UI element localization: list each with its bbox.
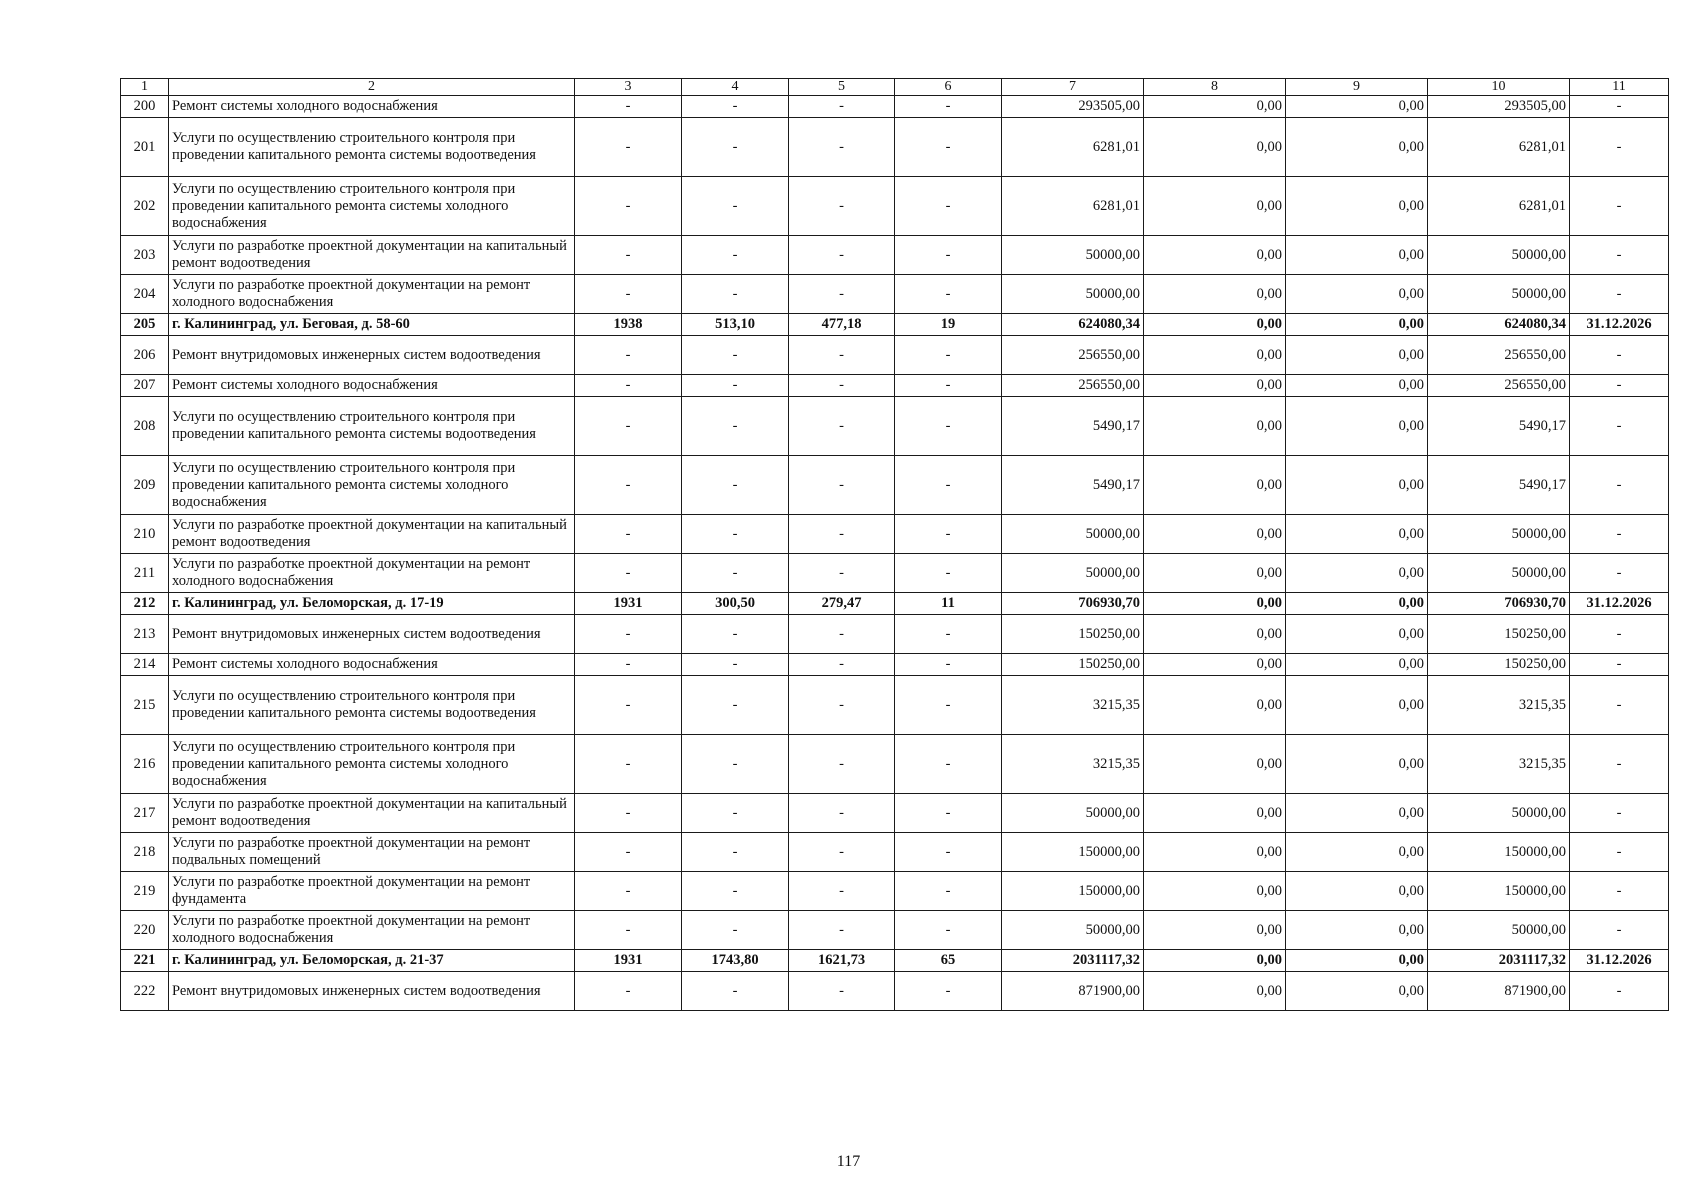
living-area-cell: 477,18	[789, 314, 895, 336]
column-header: 11	[1570, 79, 1669, 96]
total-area-cell: -	[682, 833, 789, 872]
budget-cost-cell: 0,00	[1286, 96, 1428, 118]
table-row	[121, 794, 1669, 833]
row-number-cell: 206	[121, 336, 169, 375]
row-number-cell: 215	[121, 676, 169, 735]
table-row	[121, 872, 1669, 911]
total-area-cell: -	[682, 397, 789, 456]
year-cell: -	[575, 96, 682, 118]
work-name-cell: Услуги по осуществлению строительного контроля при проведении капитального ремонта системы водоотведения	[169, 676, 575, 735]
table-row	[121, 972, 1669, 1011]
year-cell: -	[575, 615, 682, 654]
total-area-cell: -	[682, 911, 789, 950]
total-cost-cell: 256550,00	[1002, 375, 1144, 397]
deadline-cell: -	[1570, 554, 1669, 593]
residents-cell: -	[895, 794, 1002, 833]
row-number-cell: 220	[121, 911, 169, 950]
column-number-row	[121, 79, 1669, 96]
work-name-cell: Ремонт внутридомовых инженерных систем водоотведения	[169, 972, 575, 1011]
deadline-cell: -	[1570, 275, 1669, 314]
budget-cost-cell: 0,00	[1286, 911, 1428, 950]
fund-cost-cell: 0,00	[1144, 554, 1286, 593]
work-name-cell: Услуги по разработке проектной документации на ремонт холодного водоснабжения	[169, 275, 575, 314]
residents-cell: -	[895, 397, 1002, 456]
page-number: 117	[836, 1153, 861, 1170]
table-row	[121, 397, 1669, 456]
living-area-cell: -	[789, 118, 895, 177]
total-cost-cell: 50000,00	[1002, 911, 1144, 950]
total-cost-cell: 293505,00	[1002, 96, 1144, 118]
work-name-cell: Ремонт внутридомовых инженерных систем водоотведения	[169, 615, 575, 654]
table-row	[121, 654, 1669, 676]
deadline-cell: -	[1570, 872, 1669, 911]
column-header: 1	[121, 79, 169, 96]
row-number-cell: 210	[121, 515, 169, 554]
year-cell: -	[575, 118, 682, 177]
table-body	[121, 96, 1669, 1011]
year-cell: -	[575, 972, 682, 1011]
budget-cost-cell: 0,00	[1286, 236, 1428, 275]
work-name-cell: г. Калининград, ул. Беломорская, д. 21-37	[169, 950, 575, 972]
owner-cost-cell: 6281,01	[1428, 118, 1570, 177]
table-row	[121, 833, 1669, 872]
total-area-cell: -	[682, 676, 789, 735]
fund-cost-cell: 0,00	[1144, 972, 1286, 1011]
row-number-cell: 201	[121, 118, 169, 177]
deadline-cell: -	[1570, 735, 1669, 794]
table-row	[121, 554, 1669, 593]
column-header: 9	[1286, 79, 1428, 96]
fund-cost-cell: 0,00	[1144, 833, 1286, 872]
fund-cost-cell: 0,00	[1144, 118, 1286, 177]
fund-cost-cell: 0,00	[1144, 397, 1286, 456]
total-cost-cell: 3215,35	[1002, 735, 1144, 794]
total-cost-cell: 624080,34	[1002, 314, 1144, 336]
residents-cell: -	[895, 735, 1002, 794]
total-cost-cell: 50000,00	[1002, 236, 1144, 275]
deadline-cell: -	[1570, 676, 1669, 735]
work-name-cell: г. Калининград, ул. Беломорская, д. 17-19	[169, 593, 575, 615]
deadline-cell: -	[1570, 118, 1669, 177]
owner-cost-cell: 2031117,32	[1428, 950, 1570, 972]
total-cost-cell: 871900,00	[1002, 972, 1144, 1011]
owner-cost-cell: 624080,34	[1428, 314, 1570, 336]
column-header: 5	[789, 79, 895, 96]
column-header: 7	[1002, 79, 1144, 96]
total-area-cell: -	[682, 236, 789, 275]
living-area-cell: -	[789, 554, 895, 593]
budget-cost-cell: 0,00	[1286, 794, 1428, 833]
total-area-cell: -	[682, 872, 789, 911]
deadline-cell: 31.12.2026	[1570, 950, 1669, 972]
table-row	[121, 676, 1669, 735]
budget-cost-cell: 0,00	[1286, 397, 1428, 456]
deadline-cell: 31.12.2026	[1570, 314, 1669, 336]
living-area-cell: -	[789, 833, 895, 872]
row-number-cell: 217	[121, 794, 169, 833]
owner-cost-cell: 5490,17	[1428, 456, 1570, 515]
work-name-cell: Услуги по разработке проектной документации на капитальный ремонт водоотведения	[169, 515, 575, 554]
total-cost-cell: 2031117,32	[1002, 950, 1144, 972]
total-cost-cell: 50000,00	[1002, 554, 1144, 593]
residents-cell: -	[895, 375, 1002, 397]
owner-cost-cell: 50000,00	[1428, 236, 1570, 275]
work-name-cell: Услуги по осуществлению строительного контроля при проведении капитального ремонта системы водоотведения	[169, 118, 575, 177]
residents-cell: -	[895, 336, 1002, 375]
owner-cost-cell: 256550,00	[1428, 375, 1570, 397]
work-name-cell: Услуги по осуществлению строительного контроля при проведении капитального ремонта системы холодного водоснабжения	[169, 456, 575, 515]
residents-cell: -	[895, 872, 1002, 911]
total-cost-cell: 706930,70	[1002, 593, 1144, 615]
work-name-cell: Услуги по разработке проектной документации на ремонт холодного водоснабжения	[169, 911, 575, 950]
fund-cost-cell: 0,00	[1144, 456, 1286, 515]
budget-cost-cell: 0,00	[1286, 336, 1428, 375]
deadline-cell: -	[1570, 615, 1669, 654]
total-cost-cell: 5490,17	[1002, 456, 1144, 515]
total-area-cell: -	[682, 515, 789, 554]
budget-cost-cell: 0,00	[1286, 275, 1428, 314]
work-name-cell: Ремонт системы холодного водоснабжения	[169, 375, 575, 397]
total-area-cell: -	[682, 177, 789, 236]
living-area-cell: -	[789, 676, 895, 735]
residents-cell: -	[895, 615, 1002, 654]
column-header: 6	[895, 79, 1002, 96]
deadline-cell: -	[1570, 236, 1669, 275]
total-area-cell: 300,50	[682, 593, 789, 615]
table-row	[121, 456, 1669, 515]
fund-cost-cell: 0,00	[1144, 676, 1286, 735]
living-area-cell: -	[789, 615, 895, 654]
year-cell: -	[575, 554, 682, 593]
living-area-cell: -	[789, 515, 895, 554]
work-name-cell: Услуги по разработке проектной документации на капитальный ремонт водоотведения	[169, 236, 575, 275]
row-number-cell: 216	[121, 735, 169, 794]
year-cell: 1931	[575, 593, 682, 615]
year-cell: -	[575, 911, 682, 950]
work-name-cell: г. Калининград, ул. Беговая, д. 58-60	[169, 314, 575, 336]
living-area-cell: -	[789, 397, 895, 456]
deadline-cell: -	[1570, 833, 1669, 872]
year-cell: -	[575, 515, 682, 554]
row-number-cell: 205	[121, 314, 169, 336]
row-number-cell: 204	[121, 275, 169, 314]
owner-cost-cell: 150250,00	[1428, 615, 1570, 654]
deadline-cell: -	[1570, 794, 1669, 833]
deadline-cell: -	[1570, 972, 1669, 1011]
table-row	[121, 236, 1669, 275]
table-row	[121, 177, 1669, 236]
row-number-cell: 212	[121, 593, 169, 615]
total-area-cell: -	[682, 735, 789, 794]
total-cost-cell: 256550,00	[1002, 336, 1144, 375]
living-area-cell: -	[789, 456, 895, 515]
owner-cost-cell: 50000,00	[1428, 911, 1570, 950]
fund-cost-cell: 0,00	[1144, 177, 1286, 236]
row-number-cell: 211	[121, 554, 169, 593]
living-area-cell: -	[789, 96, 895, 118]
budget-cost-cell: 0,00	[1286, 735, 1428, 794]
year-cell: -	[575, 456, 682, 515]
residents-cell: -	[895, 654, 1002, 676]
column-header: 2	[169, 79, 575, 96]
fund-cost-cell: 0,00	[1144, 275, 1286, 314]
total-cost-cell: 3215,35	[1002, 676, 1144, 735]
year-cell: -	[575, 654, 682, 676]
budget-cost-cell: 0,00	[1286, 972, 1428, 1011]
owner-cost-cell: 293505,00	[1428, 96, 1570, 118]
owner-cost-cell: 256550,00	[1428, 336, 1570, 375]
column-header: 3	[575, 79, 682, 96]
fund-cost-cell: 0,00	[1144, 950, 1286, 972]
owner-cost-cell: 3215,35	[1428, 676, 1570, 735]
living-area-cell: -	[789, 972, 895, 1011]
work-name-cell: Ремонт внутридомовых инженерных систем водоотведения	[169, 336, 575, 375]
year-cell: -	[575, 336, 682, 375]
address-row	[121, 314, 1669, 336]
budget-cost-cell: 0,00	[1286, 593, 1428, 615]
living-area-cell: -	[789, 872, 895, 911]
year-cell: -	[575, 676, 682, 735]
column-header: 4	[682, 79, 789, 96]
residents-cell: 65	[895, 950, 1002, 972]
total-cost-cell: 6281,01	[1002, 118, 1144, 177]
row-number-cell: 207	[121, 375, 169, 397]
deadline-cell: -	[1570, 654, 1669, 676]
living-area-cell: -	[789, 654, 895, 676]
residents-cell: -	[895, 676, 1002, 735]
fund-cost-cell: 0,00	[1144, 375, 1286, 397]
fund-cost-cell: 0,00	[1144, 96, 1286, 118]
total-cost-cell: 50000,00	[1002, 275, 1144, 314]
residents-cell: -	[895, 833, 1002, 872]
year-cell: -	[575, 735, 682, 794]
owner-cost-cell: 3215,35	[1428, 735, 1570, 794]
total-area-cell: -	[682, 375, 789, 397]
living-area-cell: -	[789, 275, 895, 314]
owner-cost-cell: 871900,00	[1428, 972, 1570, 1011]
row-number-cell: 208	[121, 397, 169, 456]
year-cell: 1931	[575, 950, 682, 972]
row-number-cell: 202	[121, 177, 169, 236]
residents-cell: -	[895, 96, 1002, 118]
work-name-cell: Услуги по разработке проектной документации на ремонт подвальных помещений	[169, 833, 575, 872]
deadline-cell: -	[1570, 397, 1669, 456]
owner-cost-cell: 5490,17	[1428, 397, 1570, 456]
budget-cost-cell: 0,00	[1286, 554, 1428, 593]
row-number-cell: 213	[121, 615, 169, 654]
living-area-cell: -	[789, 794, 895, 833]
residents-cell: -	[895, 554, 1002, 593]
budget-cost-cell: 0,00	[1286, 515, 1428, 554]
fund-cost-cell: 0,00	[1144, 593, 1286, 615]
owner-cost-cell: 50000,00	[1428, 794, 1570, 833]
fund-cost-cell: 0,00	[1144, 515, 1286, 554]
total-cost-cell: 5490,17	[1002, 397, 1144, 456]
budget-cost-cell: 0,00	[1286, 872, 1428, 911]
living-area-cell: -	[789, 336, 895, 375]
residents-cell: -	[895, 275, 1002, 314]
fund-cost-cell: 0,00	[1144, 654, 1286, 676]
budget-cost-cell: 0,00	[1286, 314, 1428, 336]
table-row	[121, 118, 1669, 177]
year-cell: -	[575, 275, 682, 314]
total-area-cell: -	[682, 96, 789, 118]
table-row	[121, 735, 1669, 794]
budget-cost-cell: 0,00	[1286, 676, 1428, 735]
residents-cell: -	[895, 515, 1002, 554]
residents-cell: 11	[895, 593, 1002, 615]
fund-cost-cell: 0,00	[1144, 872, 1286, 911]
row-number-cell: 203	[121, 236, 169, 275]
year-cell: -	[575, 397, 682, 456]
total-cost-cell: 150000,00	[1002, 872, 1144, 911]
year-cell: -	[575, 236, 682, 275]
total-cost-cell: 150250,00	[1002, 654, 1144, 676]
living-area-cell: -	[789, 236, 895, 275]
table-row	[121, 375, 1669, 397]
residents-cell: -	[895, 456, 1002, 515]
year-cell: -	[575, 177, 682, 236]
table-row	[121, 275, 1669, 314]
deadline-cell: -	[1570, 96, 1669, 118]
owner-cost-cell: 50000,00	[1428, 554, 1570, 593]
fund-cost-cell: 0,00	[1144, 615, 1286, 654]
work-name-cell: Услуги по осуществлению строительного контроля при проведении капитального ремонта системы холодного водоснабжения	[169, 177, 575, 236]
deadline-cell: -	[1570, 336, 1669, 375]
budget-cost-cell: 0,00	[1286, 950, 1428, 972]
address-row	[121, 950, 1669, 972]
year-cell: -	[575, 833, 682, 872]
total-cost-cell: 6281,01	[1002, 177, 1144, 236]
fund-cost-cell: 0,00	[1144, 314, 1286, 336]
address-row	[121, 593, 1669, 615]
work-name-cell: Ремонт системы холодного водоснабжения	[169, 96, 575, 118]
deadline-cell: 31.12.2026	[1570, 593, 1669, 615]
budget-cost-cell: 0,00	[1286, 375, 1428, 397]
column-header: 10	[1428, 79, 1570, 96]
total-area-cell: -	[682, 654, 789, 676]
living-area-cell: 279,47	[789, 593, 895, 615]
living-area-cell: 1621,73	[789, 950, 895, 972]
work-name-cell: Услуги по разработке проектной документации на капитальный ремонт водоотведения	[169, 794, 575, 833]
total-area-cell: -	[682, 972, 789, 1011]
residents-cell: -	[895, 236, 1002, 275]
table-row	[121, 615, 1669, 654]
work-name-cell: Услуги по разработке проектной документации на ремонт холодного водоснабжения	[169, 554, 575, 593]
residents-cell: -	[895, 911, 1002, 950]
row-number-cell: 222	[121, 972, 169, 1011]
fund-cost-cell: 0,00	[1144, 735, 1286, 794]
residents-cell: -	[895, 177, 1002, 236]
deadline-cell: -	[1570, 456, 1669, 515]
owner-cost-cell: 50000,00	[1428, 515, 1570, 554]
capital-repair-table	[120, 78, 1669, 1011]
residents-cell: -	[895, 972, 1002, 1011]
total-cost-cell: 50000,00	[1002, 794, 1144, 833]
budget-cost-cell: 0,00	[1286, 177, 1428, 236]
total-area-cell: -	[682, 554, 789, 593]
total-area-cell: -	[682, 336, 789, 375]
deadline-cell: -	[1570, 911, 1669, 950]
row-number-cell: 200	[121, 96, 169, 118]
table-row	[121, 515, 1669, 554]
fund-cost-cell: 0,00	[1144, 794, 1286, 833]
row-number-cell: 214	[121, 654, 169, 676]
row-number-cell: 218	[121, 833, 169, 872]
total-cost-cell: 150000,00	[1002, 833, 1144, 872]
work-name-cell: Ремонт системы холодного водоснабжения	[169, 654, 575, 676]
budget-cost-cell: 0,00	[1286, 833, 1428, 872]
owner-cost-cell: 150250,00	[1428, 654, 1570, 676]
year-cell: -	[575, 872, 682, 911]
total-area-cell: -	[682, 118, 789, 177]
column-header: 8	[1144, 79, 1286, 96]
work-name-cell: Услуги по осуществлению строительного контроля при проведении капитального ремонта системы холодного водоснабжения	[169, 735, 575, 794]
table-row	[121, 96, 1669, 118]
budget-cost-cell: 0,00	[1286, 654, 1428, 676]
total-area-cell: -	[682, 275, 789, 314]
residents-cell: -	[895, 118, 1002, 177]
table-row	[121, 911, 1669, 950]
deadline-cell: -	[1570, 177, 1669, 236]
deadline-cell: -	[1570, 375, 1669, 397]
work-name-cell: Услуги по разработке проектной документации на ремонт фундамента	[169, 872, 575, 911]
row-number-cell: 209	[121, 456, 169, 515]
year-cell: -	[575, 794, 682, 833]
fund-cost-cell: 0,00	[1144, 336, 1286, 375]
total-area-cell: 1743,80	[682, 950, 789, 972]
table-row	[121, 336, 1669, 375]
owner-cost-cell: 150000,00	[1428, 872, 1570, 911]
total-area-cell: 513,10	[682, 314, 789, 336]
total-cost-cell: 50000,00	[1002, 515, 1144, 554]
year-cell: -	[575, 375, 682, 397]
residents-cell: 19	[895, 314, 1002, 336]
budget-cost-cell: 0,00	[1286, 118, 1428, 177]
work-name-cell: Услуги по осуществлению строительного контроля при проведении капитального ремонта системы водоотведения	[169, 397, 575, 456]
living-area-cell: -	[789, 735, 895, 794]
owner-cost-cell: 150000,00	[1428, 833, 1570, 872]
fund-cost-cell: 0,00	[1144, 911, 1286, 950]
deadline-cell: -	[1570, 515, 1669, 554]
total-area-cell: -	[682, 456, 789, 515]
total-area-cell: -	[682, 615, 789, 654]
owner-cost-cell: 706930,70	[1428, 593, 1570, 615]
living-area-cell: -	[789, 177, 895, 236]
owner-cost-cell: 50000,00	[1428, 275, 1570, 314]
budget-cost-cell: 0,00	[1286, 456, 1428, 515]
year-cell: 1938	[575, 314, 682, 336]
total-cost-cell: 150250,00	[1002, 615, 1144, 654]
living-area-cell: -	[789, 375, 895, 397]
budget-cost-cell: 0,00	[1286, 615, 1428, 654]
fund-cost-cell: 0,00	[1144, 236, 1286, 275]
row-number-cell: 221	[121, 950, 169, 972]
owner-cost-cell: 6281,01	[1428, 177, 1570, 236]
living-area-cell: -	[789, 911, 895, 950]
total-area-cell: -	[682, 794, 789, 833]
row-number-cell: 219	[121, 872, 169, 911]
